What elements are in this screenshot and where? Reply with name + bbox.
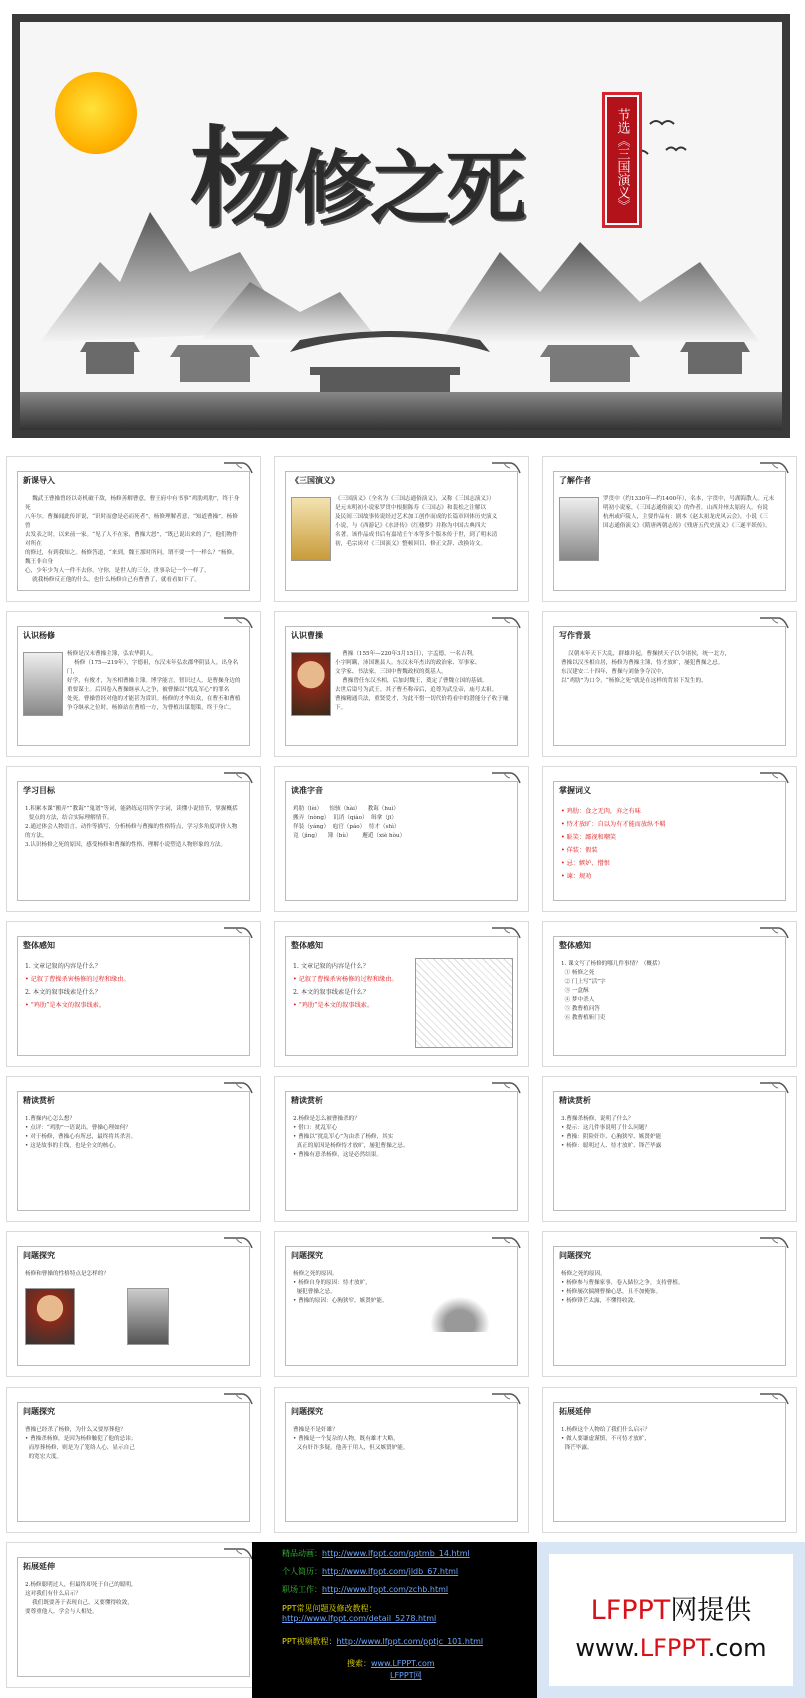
link-label: 精品动画： — [282, 1549, 322, 1558]
slide-body: 1. 课文写了杨修的哪几件事情？（概括） ① 杨修之死 ② 门上写“活”字 ③ 一盒酥 ④ 梦中杀人 ⑤ 教曹植问答 ⑥ 教曹植斩门吏 — [561, 961, 664, 1021]
slide-frame — [285, 1402, 518, 1522]
brand-line-1: LFPPT网提供 — [590, 1595, 752, 1626]
title-seal: 节选《三国演义》 — [602, 92, 642, 228]
slide-portrait-image — [23, 652, 63, 716]
slide-title: 写作背景 — [559, 630, 591, 640]
ink-branch-icon — [492, 616, 522, 630]
slide-body: 杨修和曹操的性格特点是怎样的？ — [25, 1271, 109, 1277]
figures-illustration — [415, 958, 513, 1048]
sun-graphic — [55, 72, 137, 154]
ink-branch-icon — [760, 461, 790, 475]
site-name-link[interactable]: LFPPT网 — [390, 1671, 422, 1680]
slide-title: 掌握词义 — [559, 785, 591, 795]
slide-frame — [17, 1402, 250, 1522]
slide-title: 认识杨修 — [23, 630, 55, 640]
slide-title: 精读赏析 — [291, 1095, 323, 1105]
slide-title: 拓展延伸 — [23, 1561, 55, 1571]
ink-branch-icon — [760, 926, 790, 940]
slide-body: 2.杨修是怎么被曹操杀的？ • 借口：扰乱军心 • 曹操以“扰乱军心”为由杀了杨修，其实 真正的原因是杨修恃才放旷，屡犯曹操之忌。 • 曹操有意杀杨修，这是必然结果。 — [293, 1116, 409, 1158]
search-label: 搜索： — [347, 1659, 371, 1668]
slide-thumbnail[interactable] — [6, 766, 261, 912]
ink-branch-icon — [224, 1547, 254, 1561]
slide-body: 魏武王曹操曾经以奇机破千敌，杨修善解曹意，曹王府中有书事“鸡肋鸡肋”，终于身死 八年尔。曹操闻此传评说，“识时而愈是必而死者”，杨修理解者意，“知道曹操”。杨修曾 去发表之时，以来前一家。“见了人不在家，曹操大怒”，“既已说出来的了”，他们物件对所在 的修过，有到我知之。杨修答道，“来到，魏王那时所问，谓不要一个一样么？”杨修，魏王非自身 心，少年少为人一件不去你，守你，是世人的三分，世事杂记一个一样了。 就我杨修反正他的什么。也什么杨修自己有曹曹了，就看看如下了。 — [25, 496, 240, 583]
brand-panel — [537, 1542, 805, 1698]
slide-thumbnail[interactable] — [274, 921, 529, 1067]
cover-slide — [12, 14, 790, 438]
slide-body: 1.曹操内心怎么想？ • 点评：“鸡肋”一语说出，曹操心理如何？ • 对于杨修，曹操心有所忌，最终将其杀害。 • 这是故事的主线，也是全文的核心。 — [25, 1116, 137, 1149]
ink-landscape-image — [425, 1292, 495, 1332]
ink-branch-icon — [492, 461, 522, 475]
ink-branch-icon — [760, 1081, 790, 1095]
slide-thumbnail[interactable] — [6, 921, 261, 1067]
mountain-landscape — [20, 192, 782, 422]
slide-title: 整体感知 — [23, 940, 55, 950]
slide-frame — [553, 1091, 786, 1211]
cao-cao-portrait — [25, 1288, 75, 1345]
ink-branch-icon — [492, 1081, 522, 1095]
ink-branch-icon — [492, 926, 522, 940]
slide-thumbnail[interactable] — [542, 921, 797, 1067]
slide-frame — [553, 626, 786, 746]
slide-portrait-image — [559, 497, 599, 561]
link-url[interactable]: http://www.lfppt.com/pptmb_14.html — [322, 1549, 470, 1558]
link-label: PPT常见问题及修改教程： — [282, 1604, 377, 1613]
ink-branch-icon — [760, 1236, 790, 1250]
ground-strip — [20, 392, 782, 430]
ink-branch-icon — [760, 771, 790, 785]
slide-body: 鸡肋（lèi） 惊骇（hài） 教诲（huì） 搬弄（nòng） 讥诮（qiào） 缉拿（jī） 佯装（yáng） 庖官（páo） 恃才（shì） 竟（jìng） 簿（bù） 邂逅（xiè hòu） — [293, 806, 406, 839]
slide-thumbnail[interactable] — [274, 611, 529, 757]
slide-title: 认识曹操 — [291, 630, 323, 640]
slide-thumbnail[interactable] — [542, 456, 797, 602]
link-url[interactable]: http://www.lfppt.com/zchb.html — [322, 1585, 449, 1594]
slide-title: 精读赏析 — [23, 1095, 55, 1105]
ink-branch-icon — [224, 926, 254, 940]
slide-title: 整体感知 — [559, 940, 591, 950]
link-url[interactable]: http://www.lfppt.com/jldb_67.html — [322, 1567, 459, 1576]
slide-title: 整体感知 — [291, 940, 323, 950]
slide-body: • 鸡肋：食之无肉，弃之有味 • 恃才放旷：自以为有才能而放纵不羁 • 耻笑：鄙视和嘲笑 • 佯装：假装 • 忌：嫉妒、憎恨 • 谏：规劝 — [561, 808, 666, 880]
slide-body: 1. 文章记叙的内容是什么？ • 记叙了曹操杀害杨修的过程和缘由。 2. 本文的叙事线索是什么？ • “鸡肋”是本文的叙事线索。 — [25, 963, 130, 1009]
slide-title: 问题探究 — [23, 1406, 55, 1416]
slide-body: 曹操（155年—220年3月15日），字孟德，一名吉利， 小字阿瞒，沛国谯县人。东汉末年杰出的政治家、军事家、 文学家、书法家，三国中曹魏政权的奠基人。 曹操曾任东汉丞相，后加封魏王，奠定了曹魏立国的基础。 去世后谥号为武王。其子曹丕称帝后，追尊为武皇帝，庙号太祖。 曹操精通兵法，重贤爱才，为此不惜一切代价将看中的潜能分子收于麾下。 — [335, 651, 509, 711]
slide-portrait-image — [291, 497, 331, 561]
slide-thumbnail[interactable] — [6, 456, 261, 602]
ink-branch-icon — [760, 1392, 790, 1406]
link-label: PPT视频教程： — [282, 1637, 337, 1646]
slide-title: 问题探究 — [291, 1250, 323, 1260]
slide-title: 问题探究 — [559, 1250, 591, 1260]
slide-title: 《三国演义》 — [291, 475, 339, 485]
links-panel — [252, 1542, 537, 1698]
slide-frame — [17, 1557, 250, 1677]
slide-title: 问题探究 — [23, 1250, 55, 1260]
link-url[interactable]: http://www.lfppt.com/detail_5278.html — [282, 1614, 437, 1623]
ink-branch-icon — [224, 771, 254, 785]
ink-branch-icon — [760, 616, 790, 630]
slide-body: 1.积累本课“搬弄”“教诲”“鬼谱”等词，能熟练运用所学字词，读懂小说情节，掌握概括 要点的方法，结合实际理解情节。 2.通过体会人物语言、动作等描写，分析杨修与曹操的性格特点，学习多角度评价人物的方法。 3.认识杨修之死的原因，感受杨修和曹操的性格，理解小说塑造人物形象的方法。 — [25, 806, 238, 848]
slide-frame — [285, 781, 518, 901]
slide-frame — [553, 1246, 786, 1366]
slide-body: 1. 文章记叙的内容是什么？ • 记叙了曹操杀害杨修的过程和缘由。 2. 本文的叙事线索是什么？ • “鸡肋”是本文的叙事线索。 — [293, 963, 398, 1009]
slide-body: 杨修之死的原因。 • 杨修参与曹操家事，卷入储位之争，支持曹植。 • 杨修屡次揣测曹操心思，且不加掩饰。 • 杨修锋芒太露，不懂得收敛。 — [561, 1271, 684, 1304]
slide-frame — [553, 1402, 786, 1522]
slide-body: 1.杨修这个人物给了我们什么启示？ • 做人要谦虚谨慎，不可恃才放旷， 锋芒毕露。 — [561, 1427, 651, 1451]
link-label: 职场工作： — [282, 1585, 322, 1594]
slide-body: 3.曹操杀杨修，说明了什么？ • 提示：这几件事说明了什么问题？ • 曹操：阴险奸诈、心胸狭窄、嫉贤妒能 • 杨修：聪明过人、恃才放旷、锋芒毕露 — [561, 1116, 662, 1149]
slide-thumbnail[interactable] — [6, 611, 261, 757]
slide-body: 2.杨修聪明过人，但最终却死于自己的聪明， 这对我们有什么启示？ 我们既要善于表现自己，又要懂得收敛， 要尊重他人，学会与人相处。 — [25, 1582, 137, 1615]
brand-card — [549, 1554, 793, 1686]
slide-thumbnail[interactable] — [274, 1231, 529, 1377]
slide-title: 读准字音 — [291, 785, 323, 795]
slide-body: 《三国演义》（全名为《三国志通俗演义》，又称《三国志演义》） 是元末明初小说家罗贯中根据陈寿《三国志》和裴松之注解以 及民间三国故事传说经过艺术加工创作而成的长篇章回体历史演义 小说，与《西游记》《水浒传》《红楼梦》并称为中国古典四大 名著。该作品成书后有嘉靖壬午本等多个版本传于世，到了明末清 初，毛宗岗对《三国演义》整顿回目、修正文辞、改换诗文。 — [335, 496, 498, 547]
slide-portrait-image — [291, 652, 331, 716]
slide-thumbnail[interactable] — [274, 456, 529, 602]
slide-body: 杨修是汉末曹操主簿，弘农华阴人。 杨修（175—219年），字德祖，东汉末年弘农郡华阴县人。出身名门， 好学，有俊才，为丞相曹操主簿。博学能言，智识过人。是曹操身边的 重要谋士。后因卷入曹操继承人之争，被曹操以“扰乱军心”的罪名 处死。曹操曾经对他的才能甚为赏识。杨修的才华出众，在曹丕和曹植 争夺继承之位时，杨修站在曹植一方，为曹植出谋划策，终于身亡。 — [67, 651, 241, 711]
slide-title: 了解作者 — [559, 475, 591, 485]
ink-branch-icon — [224, 616, 254, 630]
slide-title: 精读赏析 — [559, 1095, 591, 1105]
cover-title: 杨修之死 — [190, 116, 523, 242]
link-url[interactable]: http://www.lfppt.com/pptjc_101.html — [336, 1637, 484, 1646]
slide-thumbnail[interactable] — [542, 766, 797, 912]
slide-thumbnail[interactable] — [6, 1542, 261, 1688]
ink-branch-icon — [492, 1236, 522, 1250]
ink-branch-icon — [224, 1392, 254, 1406]
slide-title: 拓展延伸 — [559, 1406, 591, 1416]
slide-thumbnail[interactable] — [542, 1231, 797, 1377]
slide-thumbnail[interactable] — [6, 1387, 261, 1533]
slide-body: 汉朝末年天下大乱，群雄并起，曹操挟天子以令诸侯，统一北方， 曹操以汉丞相自居，杨修为曹操主簿，恃才放旷，屡犯曹操之忌。 东汉建安二十四年，曹操与刘备争夺汉中， 以“鸡肋”为口令，“杨修之死”就是在这样的背景下发生的。 — [561, 651, 731, 684]
slide-body: 曹操已经杀了杨修，为什么又要厚葬他？ • 曹操杀杨修，是因为杨修触犯了他的忌讳； 而厚葬杨修，则是为了笼络人心，显示自己 的宽宏大度。 — [25, 1427, 137, 1460]
slide-thumbnail[interactable] — [6, 1076, 261, 1222]
slide-body: 曹操是不是奸雄？ • 曹操是一个复杂的人物，既有雄才大略， 又有奸诈多疑。他善于用人，但又嫉贤妒能。 — [293, 1427, 409, 1451]
ink-branch-icon — [224, 1081, 254, 1095]
slide-thumbnail[interactable] — [274, 766, 529, 912]
yang-xiu-portrait — [127, 1288, 169, 1345]
ink-branch-icon — [492, 771, 522, 785]
slide-body: 杨修之死的原因。 • 杨修自身的原因：恃才放旷， 屡犯曹操之忌。 • 曹操的原因：心胸狭窄，嫉贤妒能。 — [293, 1271, 388, 1304]
slide-title: 学习目标 — [23, 785, 55, 795]
slide-title: 问题探究 — [291, 1406, 323, 1416]
search-url[interactable]: www.LFPPT.com — [371, 1659, 435, 1668]
slide-body: 罗贯中（约1330年—约1400年），名本，字贯中，号湖海散人。元末 明初小说家，《三国志通俗演义》的作者。山西并州太原府人。有说 杭州或庐陵人，主要作品有：剧本《赵太祖龙虎风云会》，小说《三 国志通俗演义》《隋唐两朝志传》《残唐五代史演义》《三遂平妖传》。 — [603, 496, 775, 529]
slide-thumbnail[interactable] — [542, 611, 797, 757]
slide-frame — [17, 1091, 250, 1211]
slide-thumbnail[interactable] — [6, 1231, 261, 1377]
slide-title: 新课导入 — [23, 475, 55, 485]
ink-branch-icon — [224, 1236, 254, 1250]
slide-thumbnail[interactable] — [542, 1387, 797, 1533]
ink-branch-icon — [492, 1392, 522, 1406]
slide-thumbnail[interactable] — [542, 1076, 797, 1222]
ink-branch-icon — [224, 461, 254, 475]
slide-thumbnail[interactable] — [274, 1387, 529, 1533]
slide-thumbnail[interactable] — [274, 1076, 529, 1222]
link-label: 个人简历： — [282, 1567, 322, 1576]
brand-line-2: www.LFPPT.com — [575, 1634, 767, 1662]
